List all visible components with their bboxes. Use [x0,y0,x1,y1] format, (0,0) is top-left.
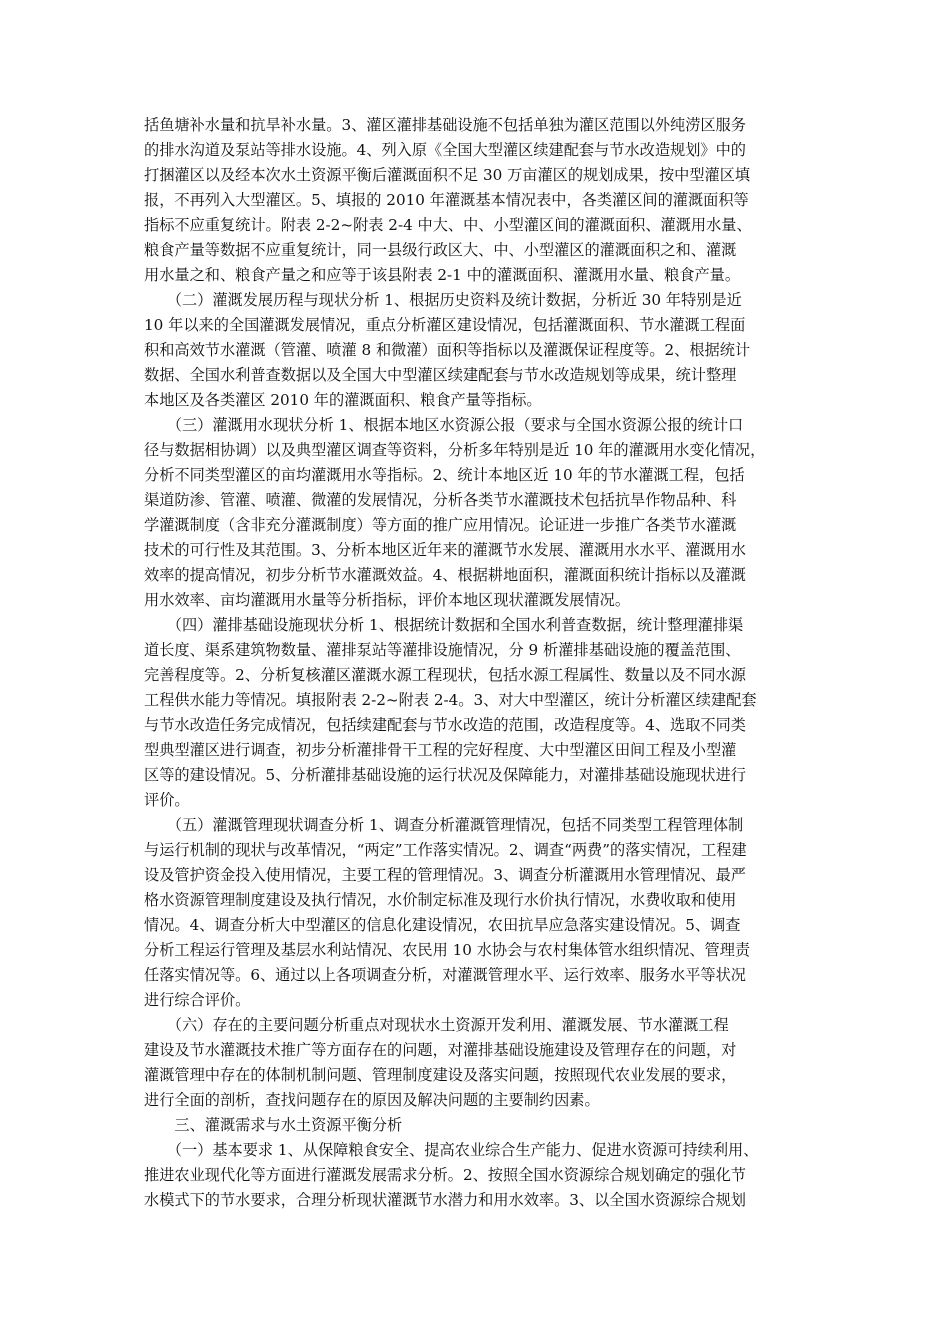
text-line: （五）灌溉管理现状调查分析 1、调查分析灌溉管理情况，包括不同类型工程管理体制 [144,816,744,834]
text-line: 评价。 [144,791,190,809]
text-line: 指标不应重复统计。附表 2-2~附表 2-4 中大、中、小型灌区间的灌溉面积、灌溉用水量、 [144,216,752,234]
text-line: （六）存在的主要问题分析重点对现状水土资源开发利用、灌溉发展、节水灌溉工程 [144,1016,729,1034]
text-line: 进行全面的剖析，查找问题存在的原因及解决问题的主要制约因素。 [144,1091,600,1109]
text-line: 渠道防渗、管灌、喷灌、微灌的发展情况，分析各类节水灌溉技术包括抗旱作物品种、科 [144,491,737,509]
text-line: 型典型灌区进行调查，初步分析灌排骨干工程的完好程度、大中型灌区田间工程及小型灌 [144,741,737,759]
text-line: 的排水沟道及泵站等排水设施。4、列入原《全国大型灌区续建配套与节水改造规划》中的 [144,141,746,159]
text-line: 进行综合评价。 [144,991,251,1009]
text-line: 数据、全国水利普查数据以及全国大中型灌区续建配套与节水改造规划等成果，统计整理 [144,366,737,384]
text-line: 与节水改造任务完成情况，包括续建配套与节水改造的范围，改造程度等。4、选取不同类 [144,716,746,734]
text-line: （二）灌溉发展历程与现状分析 1、根据历史资料及统计数据，分析近 30 年特别是近 [144,291,742,309]
text-line: 道长度、渠系建筑物数量、灌排泵站等灌排设施情况，分 9 析灌排基础设施的覆盖范围、 [144,641,741,659]
text-line: 与运行机制的现状与改革情况，“两定”工作落实情况。2、调查“两费”的落实情况，工程建 [144,841,747,859]
text-line: 情况。4、调查分析大中型灌区的信息化建设情况，农田抗旱应急落实建设情况。5、调查 [144,916,741,934]
text-line: 本地区及各类灌区 2010 年的灌溉面积、粮食产量等指标。 [144,391,542,409]
text-line: （一）基本要求 1、从保障粮食安全、提高农业综合生产能力、促进水资源可持续利用、 [144,1141,759,1159]
section-heading: 三、灌溉需求与水土资源平衡分析 [144,1116,403,1134]
text-line: 效率的提高情况，初步分析节水灌溉效益。4、根据耕地面积，灌溉面积统计指标以及灌溉 [144,566,746,584]
text-line: 积和高效节水灌溉（管灌、喷灌 8 和微灌）面积等指标以及灌溉保证程度等。2、根据统计 [144,341,751,359]
body-text [144,113,824,1213]
text-line: 分析不同类型灌区的亩均灌溉用水等指标。2、统计本地区近 10 年的节水灌溉工程，包括 [144,466,745,484]
text-line: 灌溉管理中存在的体制机制问题、管理制度建设及落实问题，按照现代农业发展的要求， [144,1066,737,1084]
text-line: 学灌溉制度（含非充分灌溉制度）等方面的推广应用情况。论证进一步推广各类节水灌溉 [144,516,737,534]
text-line: 推进农业现代化等方面进行灌溉发展需求分析。2、按照全国水资源综合规划确定的强化节 [144,1166,746,1184]
text-line: 技术的可行性及其范围。3、分析本地区近年来的灌溉节水发展、灌溉用水水平、灌溉用水 [144,541,746,559]
text-line: 报，不再列入大型灌区。5、填报的 2010 年灌溉基本情况表中，各类灌区间的灌溉面积等 [144,191,749,209]
text-line: （三）灌溉用水现状分析 1、根据本地区水资源公报（要求与全国水资源公报的统计口 [144,416,744,434]
text-line: 水模式下的节水要求，合理分析现状灌溉节水潜力和用水效率。3、以全国水资源综合规划 [144,1191,746,1209]
text-line: 括鱼塘补水量和抗旱补水量。3、灌区灌排基础设施不包括单独为灌区范围以外纯涝区服务 [144,116,746,134]
text-line: 打捆灌区以及经本次水土资源平衡后灌溉面积不足 30 万亩灌区的规划成果，按中型灌区填 [144,166,751,184]
text-line: 建设及节水灌溉技术推广等方面存在的问题，对灌排基础设施建设及管理存在的问题，对 [144,1041,737,1059]
text-line: 用水效率、亩均灌溉用水量等分析指标，评价本地区现状灌溉发展情况。 [144,591,630,609]
text-line: 设及管护资金投入使用情况，主要工程的管理情况。3、调查分析灌溉用水管理情况、最严 [144,866,746,884]
text-line: 用水量之和、粮食产量之和应等于该县附表 2-1 中的灌溉面积、灌溉用水量、粮食产量。 [144,266,741,284]
text-line: 格水资源管理制度建设及执行情况，水价制定标准及现行水价执行情况，水费收取和使用 [144,891,737,909]
text-line: （四）灌排基础设施现状分析 1、根据统计数据和全国水利普查数据，统计整理灌排渠 [144,616,744,634]
text-line: 粮食产量等数据不应重复统计，同一县级行政区大、中、小型灌区的灌溉面积之和、灌溉 [144,241,737,259]
text-line: 10 年以来的全国灌溉发展情况，重点分析灌区建设情况，包括灌溉面积、节水灌溉工程面 [144,316,746,334]
text-line: 径与数据相协调）以及典型灌区调查等资料，分析多年特别是近 10 年的灌溉用水变化情况， [144,441,766,459]
text-line: 完善程度等。2、分析复核灌区灌溉水源工程现状，包括水源工程属性、数量以及不同水源 [144,666,746,684]
text-line: 任落实情况等。6、通过以上各项调查分析，对灌溉管理水平、运行效率、服务水平等状况 [144,966,746,984]
text-line: 分析工程运行管理及基层水利站情况、农民用 10 水协会与农村集体管水组织情况、管理责 [144,941,751,959]
text-line: 工程供水能力等情况。填报附表 2-2~附表 2-4。3、对大中型灌区，统计分析灌区续建配套 [144,691,757,709]
text-line: 区等的建设情况。5、分析灌排基础设施的运行状况及保障能力，对灌排基础设施现状进行 [144,766,746,784]
